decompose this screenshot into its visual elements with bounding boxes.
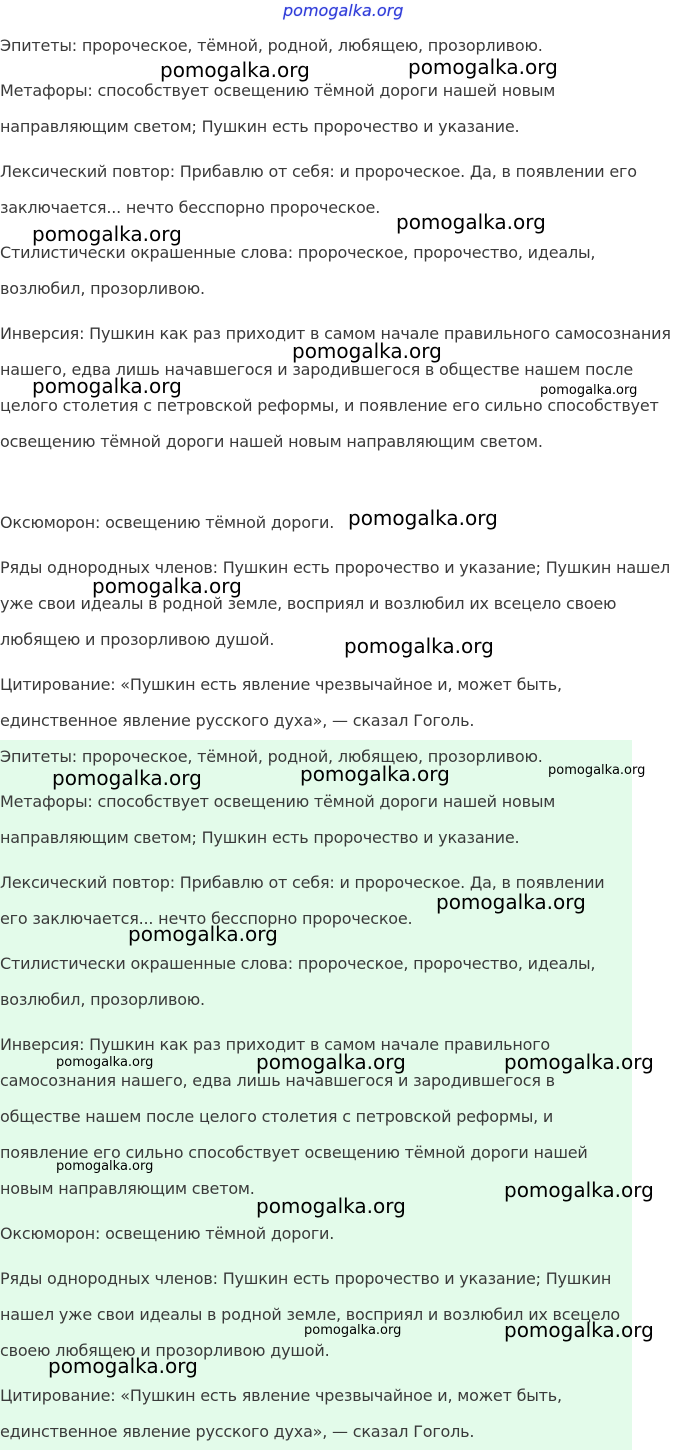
watermark: pomogalka.org	[256, 1194, 406, 1218]
oxymoron-text-highlighted: Оксюморон: освещению тёмной дороги.	[0, 1224, 335, 1243]
oxymoron-text: Оксюморон: освещению тёмной дороги.	[0, 513, 335, 532]
metaphors-text: Метафоры: способствует освещению тёмной дороги нашей новым направляющим светом; Пушкин есть пророчество и указание.	[0, 81, 556, 136]
watermark-top: pomogalka.org	[283, 1, 404, 20]
metaphors-text-highlighted: Метафоры: способствует освещению тёмной дороги нашей новым направляющим светом; Пушкин есть пророчество и указание.	[0, 792, 556, 847]
inversion-text-highlighted: Инверсия: Пушкин как раз приходит в самом начале правильного самосознания нашего, едва лишь начавшегося и зародившегося в обществе нашем после целого столетия с петровской реформы, и появление его сильно способствует освещению тёмной дороги нашей новым направляющим светом.	[0, 1035, 588, 1198]
watermark: pomogalka.org	[52, 766, 202, 790]
lexical-repetition-text: Лексический повтор: Прибавлю от себя: и пророческое. Да, в появлении его заключается... нечто бесспорно пророческое.	[0, 162, 637, 217]
watermark: pomogalka.org	[348, 506, 498, 530]
watermark: pomogalka.org	[256, 1050, 406, 1074]
watermark: pomogalka.org	[396, 210, 546, 234]
inversion-text: Инверсия: Пушкин как раз приходит в самом начале правильного самосознания нашего, едва лишь начавшегося и зародившегося в обществе нашем после целого столетия с петровской реформы, и появление его сильно способствует освещению тёмной дороги нашей новым направляющим светом.	[0, 324, 671, 451]
watermark: pomogalka.org	[292, 339, 442, 363]
watermark: pomogalka.org	[56, 1159, 154, 1174]
homogeneous-members-text-highlighted: Ряды однородных членов: Пушкин есть пророчество и указание; Пушкин нашел уже свои идеалы в родной земле, восприял и возлюбил их всецело своею любящею и прозорливою душой.	[0, 1269, 620, 1360]
watermark: pomogalka.org	[32, 222, 182, 246]
watermark: pomogalka.org	[344, 634, 494, 658]
watermark: pomogalka.org	[504, 1050, 654, 1074]
watermark: pomogalka.org	[300, 762, 450, 786]
watermark: pomogalka.org	[128, 922, 278, 946]
watermark: pomogalka.org	[408, 55, 558, 79]
watermark: pomogalka.org	[160, 58, 310, 82]
quotation-text: Цитирование: «Пушкин есть явление чрезвычайное и, может быть, единственное явление русского духа», — сказал Гоголь.	[0, 675, 562, 730]
homogeneous-members-text: Ряды однородных членов: Пушкин есть пророчество и указание; Пушкин нашел уже свои идеалы в родной земле, восприял и возлюбил их всецело своею любящею и прозорливою душой.	[0, 558, 671, 649]
watermark: pomogalka.org	[504, 1318, 654, 1342]
watermark: pomogalka.org	[92, 574, 242, 598]
watermark: pomogalka.org	[436, 890, 586, 914]
quotation-text-highlighted: Цитирование: «Пушкин есть явление чрезвычайное и, может быть, единственное явление русского духа», — сказал Гоголь.	[0, 1386, 562, 1441]
watermark: pomogalka.org	[32, 374, 182, 398]
watermark: pomogalka.org	[56, 1055, 154, 1070]
watermark: pomogalka.org	[304, 1323, 402, 1338]
lexical-repetition-text-highlighted: Лексический повтор: Прибавлю от себя: и пророческое. Да, в появлении его заключается... нечто бесспорно пророческое.	[0, 873, 605, 928]
watermark: pomogalka.org	[504, 1178, 654, 1202]
watermark: pomogalka.org	[548, 763, 646, 778]
stylistic-words-text-highlighted: Стилистически окрашенные слова: пророческое, пророчество, идеалы, возлюбил, прозорливою.	[0, 954, 596, 1009]
watermark: pomogalka.org	[48, 1354, 198, 1378]
epithets-text-highlighted: Эпитеты: пророческое, тёмной, родной, любящею, прозорливою.	[0, 747, 543, 766]
epithets-text: Эпитеты: пророческое, тёмной, родной, любящею, прозорливою.	[0, 36, 543, 55]
stylistic-words-text: Стилистически окрашенные слова: пророческое, пророчество, идеалы, возлюбил, прозорливою.	[0, 243, 596, 298]
watermark: pomogalka.org	[540, 383, 638, 398]
